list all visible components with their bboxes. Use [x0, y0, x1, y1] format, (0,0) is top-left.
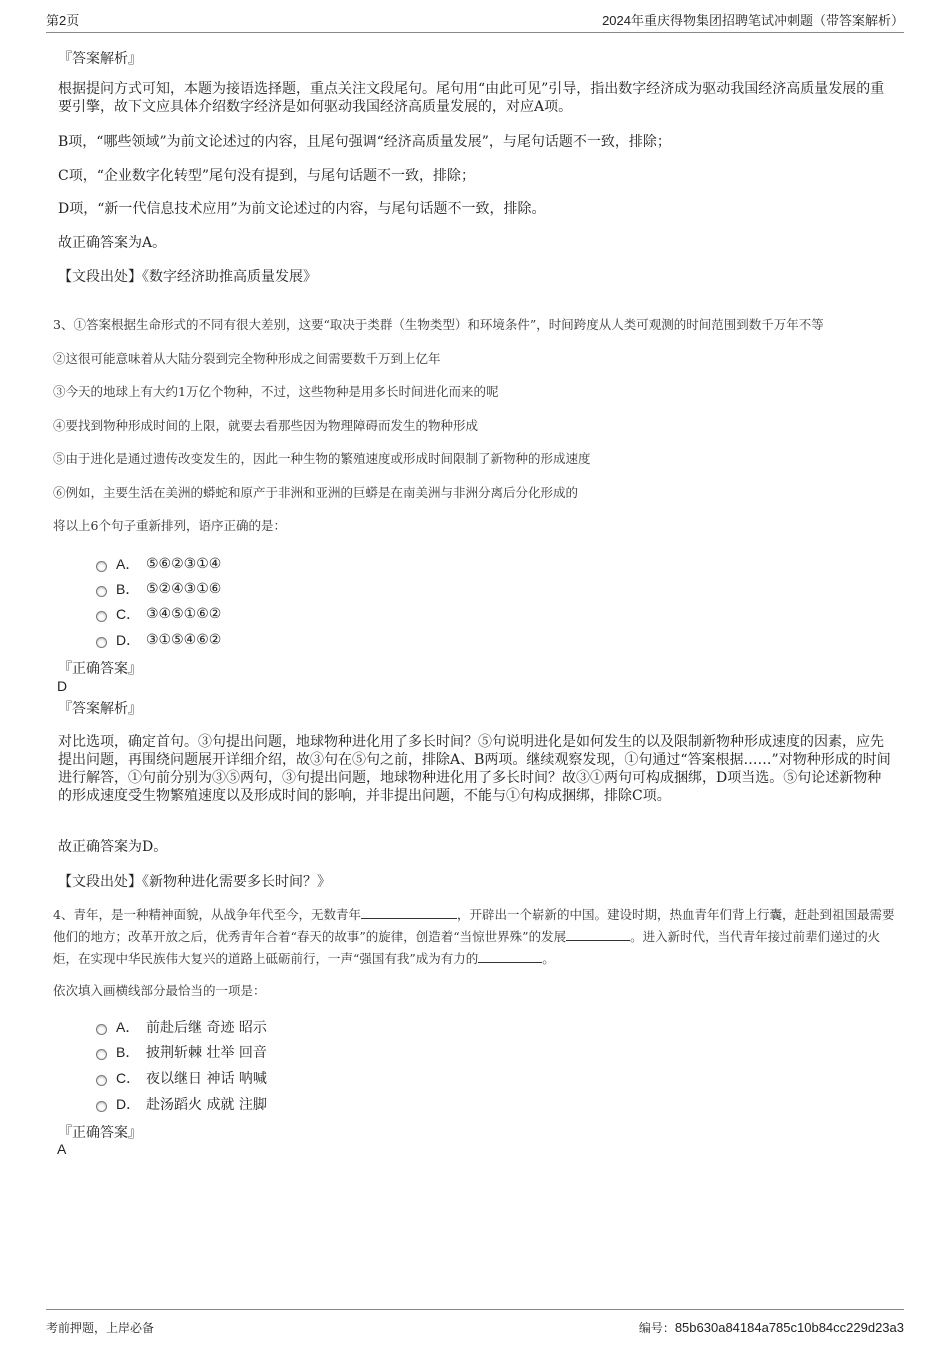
question-sentence: ②这很可能意味着从大陆分裂到完全物种形成之间需要数千万到上亿年 — [53, 351, 441, 366]
document-code: 编号：85b630a84184a785c10b84cc229d23a3 — [638, 1320, 904, 1335]
radio-button[interactable] — [96, 1075, 107, 1086]
page-header — [46, 10, 904, 33]
radio-button[interactable] — [96, 1024, 107, 1035]
option-a[interactable]: A． 前赴后继 奇迹 昭示 — [96, 1017, 267, 1037]
radio-button[interactable] — [96, 611, 107, 622]
analysis-paragraph: B项，“哪些领域”为前文论述过的内容，且尾句强调“经济高质量发展”，与尾句话题不一致，排除； — [58, 134, 671, 150]
radio-button[interactable] — [96, 1049, 107, 1060]
option-text: 披荆斩棘 壮举 回音 — [146, 1045, 267, 1061]
option-d[interactable]: D． 赴汤蹈火 成就 注脚 — [96, 1094, 267, 1114]
analysis-paragraph: C项，“企业数字化转型”尾句没有提到，与尾句话题不一致，排除； — [58, 168, 476, 184]
radio-button[interactable] — [96, 586, 107, 597]
page-footer — [46, 1309, 904, 1336]
fill-blank — [478, 950, 542, 963]
answer-label: 『正确答案』 — [58, 661, 142, 677]
option-text: ③①⑤④⑥② — [146, 632, 222, 648]
option-d[interactable]: D． ③①⑤④⑥② — [96, 630, 221, 650]
radio-button[interactable] — [96, 1101, 107, 1112]
fill-blank — [361, 906, 457, 919]
question-text: 4、青年，是一种精神面貌，从战争年代至今，无数青年 ，开辟出一个崭新的中国。建设时期，热血青年们背上行囊，赶赴到祖国最需要他们的地方；改革开放之后，优秀青年合着“春天的故事”的旋律，创造着“当惊世界殊”的发展 。进入新时代，当代青年接过前辈们递过的火炬，在实现中华民族伟大复兴的道路上砥砺前行，一声“强国有我”成为有力的 。 — [53, 907, 895, 966]
fill-blank — [566, 928, 630, 941]
option-b[interactable]: B． ⑤②④③①⑥ — [96, 579, 221, 599]
option-text: 夜以继日 神话 呐喊 — [146, 1071, 267, 1087]
option-text: ⑤②④③①⑥ — [146, 581, 222, 597]
footer-slogan: 考前押题，上岸必备 — [46, 1321, 155, 1335]
question-prompt: 依次填入画横线部分最恰当的一项是： — [53, 983, 266, 998]
analysis-paragraph: 对比选项，确定首句。③句提出问题，地球物种进化用了多长时间？⑤句说明进化是如何发生的以及限制新物种形成速度的因素，应先提出问题，再围绕问题展开详细介绍，故③句在⑤句之前，排除A、B两项。继续观察发现，①句通过“答案根据……”对物种形成的时间进行解答，①句前分别为③⑤两句，③句提出问题，地球物种进化用了多长时间？故③①两句可构成捆绑，D项当选。⑤句论述新物种的形成速度受生物繁殖速度以及形成时间的影响，并非提出问题，不能与①句构成捆绑，排除C项。 — [58, 734, 891, 804]
document-title: 2024年重庆得物集团招聘笔试冲刺题（带答案解析） — [602, 13, 904, 28]
radio-button[interactable] — [96, 561, 107, 572]
option-text: 赴汤蹈火 成就 注脚 — [146, 1097, 267, 1113]
source-citation: 【文段出处】《新物种进化需要多长时间？》 — [58, 874, 331, 890]
option-text: ⑤⑥②③①④ — [146, 556, 222, 572]
analysis-label: 『答案解析』 — [58, 51, 142, 67]
analysis-label: 『答案解析』 — [58, 701, 142, 717]
correct-answer: D — [57, 678, 68, 694]
question-sentence: ⑤由于进化是通过遗传改变发生的，因此一种生物的繁殖速度或形成时间限制了新物种的形成速度 — [53, 451, 591, 466]
page-number: 第2页 — [46, 13, 80, 28]
option-text: 前赴后继 奇迹 昭示 — [146, 1020, 267, 1036]
question-sentence: ⑥例如，主要生活在美洲的蟒蛇和原产于非洲和亚洲的巨蟒是在南美洲与非洲分离后分化形成的 — [53, 485, 579, 500]
radio-button[interactable] — [96, 637, 107, 648]
question-sentence: ③今天的地球上有大约1万亿个物种，不过，这些物种是用多长时间进化而来的呢 — [53, 384, 499, 399]
conclusion: 故正确答案为A。 — [58, 235, 167, 251]
analysis-paragraph: 根据提问方式可知，本题为接语选择题，重点关注文段尾句。尾句用“由此可见”引导，指出数字经济成为驱动我国经济高质量发展的重要引擎，故下文应具体介绍数字经济是如何驱动我国经济高质量发展的，对应A项。 — [58, 81, 885, 115]
option-c[interactable]: C． 夜以继日 神话 呐喊 — [96, 1068, 267, 1088]
question-sentence: ④要找到物种形成时间的上限，就要去看那些因为物理障碍而发生的物种形成 — [53, 418, 479, 433]
option-a[interactable]: A． ⑤⑥②③①④ — [96, 554, 221, 574]
source-citation: 【文段出处】《数字经济助推高质量发展》 — [58, 269, 317, 285]
question-prompt: 将以上6个句子重新排列，语序正确的是： — [53, 518, 286, 533]
option-text: ③④⑤①⑥② — [146, 606, 222, 622]
conclusion: 故正确答案为D。 — [58, 839, 168, 855]
analysis-paragraph: D项，“新一代信息技术应用”为前文论述过的内容，与尾句话题不一致，排除。 — [58, 201, 546, 217]
option-b[interactable]: B． 披荆斩棘 壮举 回音 — [96, 1042, 267, 1062]
option-c[interactable]: C． ③④⑤①⑥② — [96, 604, 221, 624]
question-sentence: 3、①答案根据生命形式的不同有很大差别，这要“取决于类群（生物类型）和环境条件”，时间跨度从人类可观测的时间范围到数千万年不等 — [53, 317, 824, 332]
correct-answer: A — [57, 1141, 67, 1157]
answer-label: 『正确答案』 — [58, 1125, 142, 1141]
